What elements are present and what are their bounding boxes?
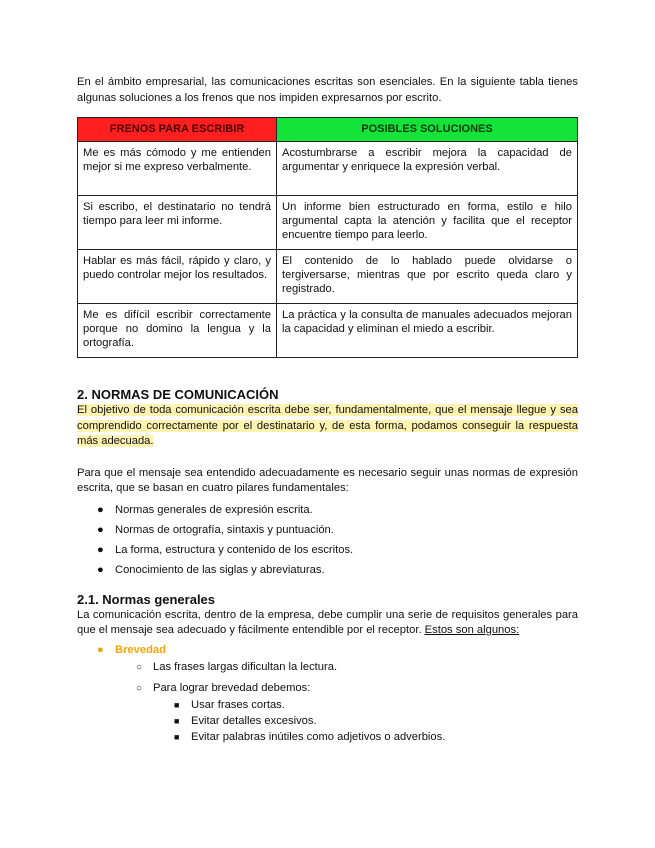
- table-row: [78, 142, 578, 196]
- table-cell: Acostumbrarse a escribir mejora la capacidad de argumentar y enriquece la expresión verbal.: [277, 142, 578, 196]
- highlighted-objective: [77, 403, 578, 450]
- header-soluciones: POSIBLES SOLUCIONES: [277, 118, 578, 142]
- underlined-text: Estos son algunos:: [424, 624, 520, 636]
- list-item: ● Conocimiento de las siglas y abreviaturas.: [77, 560, 578, 580]
- pillars-list: [77, 500, 578, 580]
- sub-sub-item: ■ Usar frases cortas.: [174, 698, 285, 711]
- table-cell: Me es más cómodo y me entienden mejor si me expreso verbalmente.: [78, 142, 277, 196]
- sub-item: ○ Para lograr brevedad debemos:: [77, 680, 578, 697]
- document-page: [77, 75, 578, 745]
- intro-paragraph: En el ámbito empresarial, las comunicaciones escritas son esenciales. En la siguiente tabla tienes algunas soluciones a los frenos que nos impiden expresarnos por escrito.: [77, 76, 578, 104]
- list-item: ● Normas de ortografía, sintaxis y puntuación.: [77, 520, 578, 540]
- bullet-icon: ●: [97, 503, 104, 516]
- brevedad-item: ● Brevedad: [77, 641, 578, 659]
- list-item: ● Normas generales de expresión escrita.: [77, 500, 578, 520]
- table-cell: Un informe bien estructurado en forma, estilo e hilo argumental capta la atención y facilita que el receptor encuentre tiempo para leerlo.: [277, 196, 578, 250]
- table-row: [78, 250, 578, 304]
- sub-sub-item: ■ Evitar detalles excesivos.: [174, 714, 317, 727]
- square-bullet-icon: ■: [174, 731, 180, 742]
- hollow-bullet-icon: ○: [136, 682, 143, 694]
- table-row: [78, 196, 578, 250]
- square-bullet-icon: ■: [174, 699, 180, 710]
- sub-sub-item: ■ Evitar palabras inútiles como adjetivos o adverbios.: [174, 730, 446, 743]
- table-row: [78, 304, 578, 358]
- table-cell: Si escribo, el destinatario no tendrá tiempo para leer mi informe.: [78, 196, 277, 250]
- hollow-bullet-icon: ○: [136, 661, 143, 673]
- highlight-text: El objetivo de toda comunicación escrita debe ser, fundamentalmente, que el mensaje llegue y sea comprendido correctamente por el destinatario y, de esta forma, podamos conseguir la respuesta más adecuada.: [77, 404, 578, 447]
- sub-item: ○ Las frases largas dificultan la lectura.: [77, 659, 578, 676]
- brakes-solutions-table: [77, 117, 578, 358]
- bullet-icon: ●: [97, 543, 104, 556]
- section-2-paragraph: Para que el mensaje sea entendido adecuadamente es necesario seguir unas normas de expresión escrita, que se basan en cuatro pilares fundamentales:: [77, 466, 578, 494]
- header-frenos: FRENOS PARA ESCRIBIR: [78, 118, 277, 142]
- table-header-row: [78, 118, 578, 142]
- section-2-heading: 2. NORMAS DE COMUNICACIÓN: [77, 387, 279, 402]
- table-cell: El contenido de lo hablado puede olvidarse o tergiversarse, mientras que por escrito queda claro y registrado.: [277, 250, 578, 304]
- table-cell: La práctica y la consulta de manuales adecuados mejoran la capacidad y eliminan el miedo a escribir.: [277, 304, 578, 358]
- section-2-1-paragraph: La comunicación escrita, dentro de la empresa, debe cumplir una serie de requisitos generales para que el mensaje sea adecuado y fácilmente entendible por el receptor. Estos son algunos:: [77, 608, 578, 636]
- table-cell: Me es difícil escribir correctamente porque no domino la lengua y la ortografía.: [78, 304, 277, 358]
- bullet-icon: ●: [97, 643, 104, 656]
- bullet-icon: ●: [97, 523, 104, 536]
- bullet-icon: ●: [97, 563, 104, 576]
- section-2-1-heading: 2.1. Normas generales: [77, 591, 216, 607]
- table-cell: Hablar es más fácil, rápido y claro, y puedo controlar mejor los resultados.: [78, 250, 277, 304]
- list-item: ● La forma, estructura y contenido de los escritos.: [77, 540, 578, 560]
- square-bullet-icon: ■: [174, 715, 180, 726]
